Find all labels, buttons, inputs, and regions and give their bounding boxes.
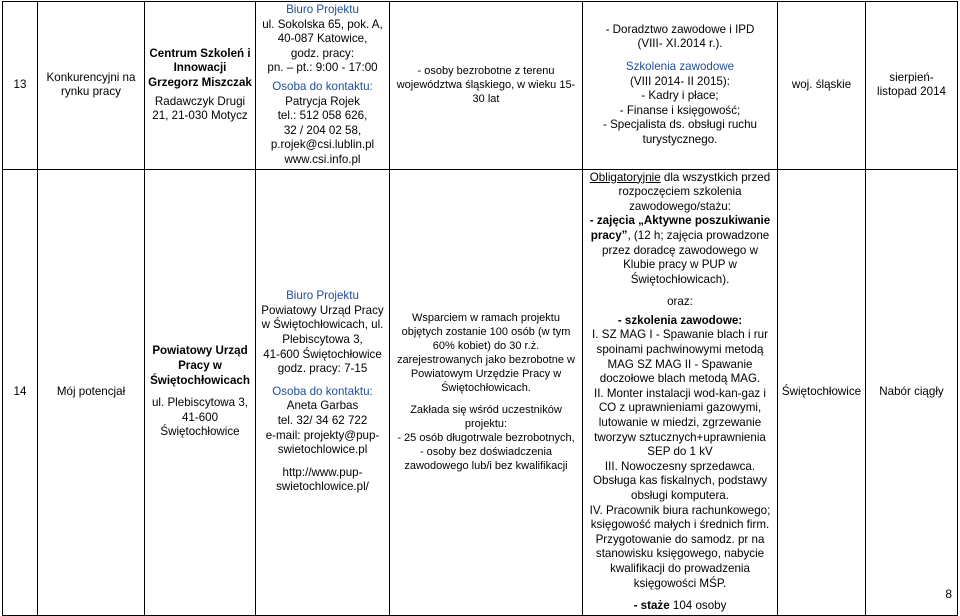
beneficiary-name: Centrum Szkoleń i Innowacji Grzegorz Miszczak (148, 46, 252, 89)
obligatory-label: Obligatoryjnie (589, 170, 661, 184)
office-line: ul. Sokolska 65, pok. A, (262, 17, 383, 31)
course-item: III. Nowoczesny sprzedawca. Obsługa kas fiskalnych, podstawy obsługi komputera. (593, 459, 767, 502)
target-group: Wsparciem w ramach projektu objętych zostanie 100 osób (w tym 60% kobiet) do 30 r.ż. zarejestrowanych jako bezrobotne w Powiatowym Urzędzie Pracy w Świętochłowicach. Zakłada się wśród uczestników projektu: - 25 osób długotrwale bezrobotnych, - osoby bez doświadczenia zawodowego lub/i bez kwalifikacji (390, 169, 583, 615)
beneficiary-name: Powiatowy Urząd Pracy w Świętochłowicach (150, 344, 250, 387)
region: woj. śląskie (778, 2, 866, 170)
row-number: 13 (3, 2, 38, 170)
project-name: Mój potencjał (38, 169, 145, 615)
workshop-title: - zajęcia „Aktywne poszukiwanie pracy” (589, 214, 771, 242)
courses-heading: - szkolenia zawodowe: (617, 313, 743, 327)
course-item: IV. Pracownik biura rachunkowego; księgowość małych i średnich firm. Przygotowanie do samodz. pr na stanowisku księgowego, nabycie kwalifikacji do prowadzenia księgowości MŚP. (589, 503, 771, 590)
target-group: - osoby bezrobotne z terenu województwa śląskiego, w wieku 15-30 lat (390, 2, 583, 170)
support-forms: Obligatoryjnie dla wszystkich przed rozpoczęciem szkolenia zawodowego/stażu: - zajęcia „Aktywne poszukiwanie pracy”, (12 h; zajęcia prowadzone przez doradcę zawodowego w Klubie pracy w PUP w Świętochłowicach). oraz: - szkolenia zawodowe: I. SZ MAG I - Spawanie blach i rur spoinami pachwinowymi metodą MAG SZ MAG II - Spawanie doczołowe blach metodą MAG. II. Monter instalacji wod-kan-gaz i CO z uprawnieniami gazowymi, lutowanie w miedzi, zgrzewanie tworzyw sztucznych+uprawnienia SEP do 1 kV III. Nowoczesny sprzedawca. Obsługa kas fiskalnych, podstawy obsługi komputera. IV. Pracownik biura rachunkowego; księgowość małych i średnich firm. Przygotowanie do samodz. pr na stanowisku księgowego, nabycie kwalifikacji do prowadzenia księgowości MŚP. - staże 104 osoby (583, 169, 778, 615)
project-office (256, 169, 390, 615)
contact-line: Aneta Garbas (286, 399, 359, 413)
recruitment-period: Nabór ciągły (866, 169, 958, 615)
project-office (256, 2, 390, 170)
beneficiary-address: Radawczyk Drugi 21, 21-030 Motycz (152, 94, 248, 123)
contact-email-link[interactable]: e-mail: projekty@pup-swietochlowice.pl (265, 428, 380, 457)
office-line: 41-600 Świętochłowice (263, 347, 382, 361)
beneficiary-address: ul. Plebiscytowa 3, 41-600 Świętochłowice (151, 396, 249, 439)
contact-email-link[interactable]: p.rojek@csi.lublin.pl (270, 138, 375, 152)
training-heading: Szkolenia zawodowe (625, 60, 735, 74)
support-forms: - Doradztwo zawodowe i IPD (VIII- XI.2014 r.). Szkolenia zawodowe (VIII 2014- II 2015): - Kadry i płace; - Finanse i księgowość; - Specjalista ds. obsługi ruchu turystycznego. (583, 2, 778, 170)
contact-heading: Osoba do kontaktu: (272, 384, 373, 398)
table-row (3, 169, 958, 615)
office-line: 40-087 Katowice, (277, 32, 368, 46)
office-line: godz. pracy: 7-15 (277, 362, 368, 376)
contact-line: Patrycja Rojek (285, 94, 360, 108)
region: Świętochłowice (778, 169, 866, 615)
beneficiary (145, 2, 256, 170)
row-number: 14 (3, 169, 38, 615)
recruitment-period: sierpień- listopad 2014 (866, 2, 958, 170)
website-link[interactable]: http://www.pup-swietochlowice.pl/ (276, 465, 369, 494)
projects-table (2, 1, 958, 616)
contact-line: tel. 32/ 34 62 722 (277, 414, 368, 428)
office-line: Powiatowy Urząd Pracy w Świętochłowicach, ul. Plebiscytowa 3, (261, 303, 384, 347)
internship-label: - staże (633, 599, 670, 613)
website-link[interactable]: www.csi.info.pl (284, 152, 361, 166)
contact-line: tel.: 512 058 626, (277, 109, 368, 123)
page-number: 8 (945, 587, 952, 601)
office-line: pn. – pt.: 9:00 - 17:00 (267, 61, 378, 75)
office-line: godz. pracy: (290, 46, 355, 60)
office-heading: Biuro Projektu (286, 3, 359, 16)
contact-heading: Osoba do kontaktu: (272, 79, 373, 93)
course-item: II. Monter instalacji wod-kan-gaz i CO z uprawnieniami gazowymi, lutowanie w miedzi, zgrzewanie tworzyw sztucznych+uprawnienia SEP do 1 kV (593, 386, 767, 459)
table-row (3, 2, 958, 170)
office-heading: Biuro Projektu (286, 289, 359, 303)
project-name: Konkurencyjni na rynku pracy (38, 2, 145, 170)
course-item: I. SZ MAG I - Spawanie blach i rur spoinami pachwinowymi metodą MAG SZ MAG II - Spawanie doczołowe blach metodą MAG. (592, 328, 768, 386)
beneficiary (145, 169, 256, 615)
contact-line: 32 / 204 02 58, (283, 123, 362, 137)
